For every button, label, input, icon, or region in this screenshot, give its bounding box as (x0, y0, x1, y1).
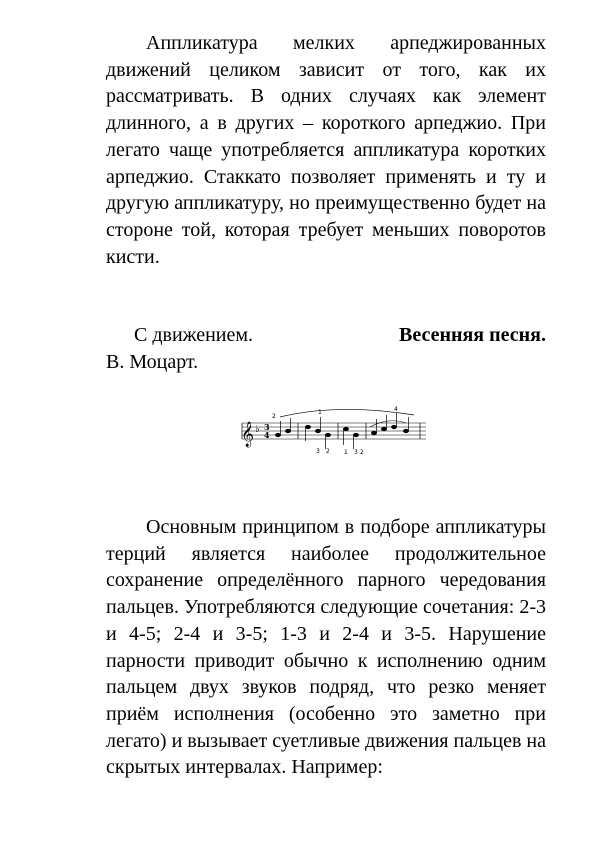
note (391, 425, 396, 429)
fingering-number: 3 (354, 449, 358, 456)
paragraph-arpeggio-text: Аппликатура мелких арпеджированных движений целиком зависит от того, как их рассматривать. В одних случаях как элемент длинного, а в других – короткого арпеджио. При легато чаще употребляется аппликатура коротких арпеджио. Стаккато позволяет применять и ту и другую аппликатуру, но преимущественно будет на стороне той, которая требует меньших поворотов кисти. (106, 32, 546, 268)
time-signature-top: 3 (264, 422, 270, 432)
note (325, 433, 330, 437)
fingering-number: 2 (360, 449, 364, 456)
treble-clef-icon: 𝄞 (241, 422, 255, 447)
composer-name: В. Моцарт. (106, 351, 199, 373)
fingering-number: 1 (344, 449, 348, 456)
staff-lines (242, 423, 426, 439)
piece-title: Весенняя песня. (398, 324, 546, 346)
paragraph-thirds-text: Основным принципом в подборе аппликатуры терций является наиболее продолжительное сохранение определённого парного чередования пальцев. Употребляются следующие сочетания: 2-3 и 4-5; 2-4 и 3-5; 1-3 и 2-4 и 3-5. Нарушение парности приводит обычно к исполнению одним пальцем двух звуков подряд, что резко меняет приём исполнения (особенно это заметно при легато) и вызывает суетливые движения пальцев на скрытых интервалах. Например: (106, 516, 546, 779)
time-signature-bottom: 4 (264, 430, 270, 440)
note (353, 433, 358, 437)
note (275, 433, 280, 437)
flat-sign-icon: ♭ (255, 424, 260, 435)
note (371, 431, 376, 435)
slur-lower (370, 421, 406, 427)
fingering-number: 2 (272, 413, 276, 420)
fingering-number: 1 (318, 409, 322, 416)
music-notation-excerpt (238, 405, 428, 457)
fingering-number: 2 (326, 448, 330, 455)
note (403, 429, 408, 433)
paragraph-thirds-fingering (106, 514, 546, 781)
paragraph-arpeggio-fingering (106, 30, 546, 270)
note (285, 429, 290, 433)
note (305, 425, 310, 429)
fingering-number: 4 (394, 406, 398, 413)
fingering-number: 3 (316, 448, 320, 455)
tempo-marking: С движением. (134, 324, 254, 346)
note (381, 427, 386, 431)
note (315, 429, 320, 433)
note (343, 427, 348, 431)
